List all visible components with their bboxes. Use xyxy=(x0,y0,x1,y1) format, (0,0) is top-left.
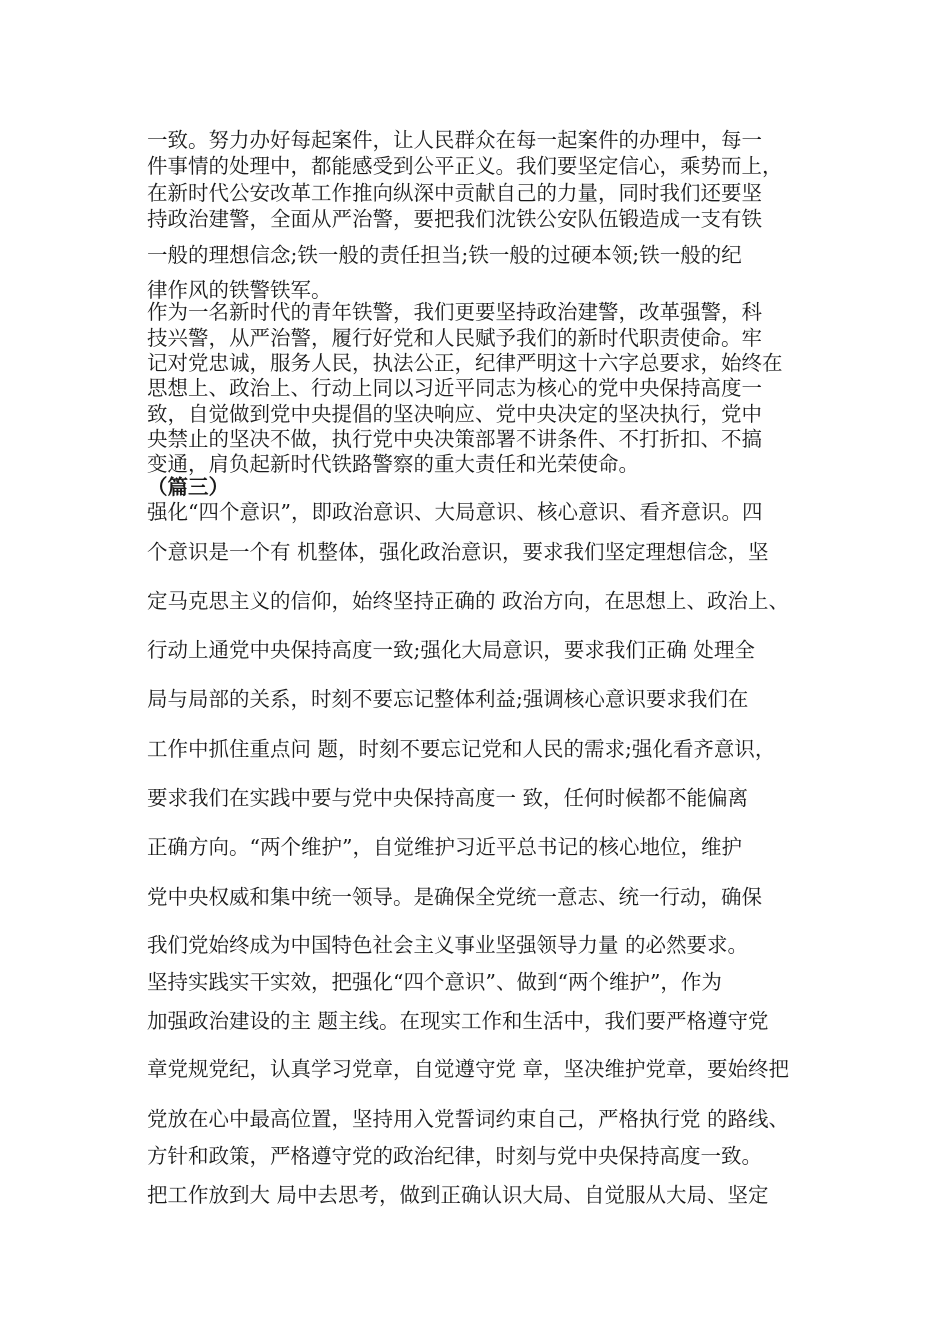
text-line: 要求我们在实践中要与党中央保持高度一 致，任何时候都不能偏离 xyxy=(147,786,749,810)
text-line: 律作风的铁警铁军。 xyxy=(147,278,332,302)
text-line: 把工作放到大 局中去思考，做到正确认识大局、自觉服从大局、坚定 xyxy=(147,1183,769,1207)
text-line: 个意识是一个有 机整体，强化政治意识，要求我们坚定理想信念，坚 xyxy=(147,540,769,564)
text-line: 定马克思主义的信仰，始终坚持正确的 政治方向，在思想上、政治上、 xyxy=(147,589,790,613)
text-line: 党放在心中最高位置，坚持用入党誓词约束自己，严格执行党 的路线、 xyxy=(147,1107,790,1131)
text-line: 在新时代公安改革工作推向纵深中贡献自己的力量，同时我们还要坚 xyxy=(147,181,762,205)
text-line: 致，自觉做到党中央提倡的坚决响应、党中央决定的坚决执行，党中 xyxy=(147,402,762,426)
text-line: 持政治建警，全面从严治警，要把我们沈铁公安队伍锻造成一支有铁 xyxy=(147,207,762,231)
text-line: 一致。努力办好每起案件，让人民群众在每一起案件的办理中，每一 xyxy=(147,128,762,152)
text-line: 作为一名新时代的青年铁警，我们更要坚持政治建警，改革强警，科 xyxy=(147,300,762,324)
text-line: 件事情的处理中，都能感受到公平正义。我们要坚定信心，乘势而上， xyxy=(147,154,783,178)
text-line: 党中央权威和集中统一领导。是确保全党统一意志、统一行动，确保 xyxy=(147,885,762,909)
text-line: 思想上、政治上、行动上同以习近平同志为核心的党中央保持高度一 xyxy=(147,376,762,400)
text-line: 技兴警，从严治警，履行好党和人民赋予我们的新时代职责使命。牢 xyxy=(147,326,762,350)
text-line: 央禁止的坚决不做，执行党中央决策部署不讲条件、不打折扣、不搞 xyxy=(147,427,762,451)
section-heading: （篇三） xyxy=(147,475,229,499)
text-line: 行动上通党中央保持高度一致;强化大局意识，要求我们正确 处理全 xyxy=(147,638,755,662)
text-line: 一般的理想信念;铁一般的责任担当;铁一般的过硬本领;铁一般的纪 xyxy=(147,243,742,267)
text-line: 我们党始终成为中国特色社会主义事业坚强领导力量 的必然要求。 xyxy=(147,933,749,957)
text-line: 局与局部的关系，时刻不要忘记整体利益;强调核心意识要求我们在 xyxy=(147,687,749,711)
text-line: 方针和政策，严格遵守党的政治纪律，时刻与党中央保持高度一致。 xyxy=(147,1144,762,1168)
text-line: 记对党忠诚，服务人民，执法公正，纪律严明这十六字总要求，始终在 xyxy=(147,351,783,375)
text-line: 工作中抓住重点问 题，时刻不要忘记党和人民的需求;强化看齐意识， xyxy=(147,737,776,761)
text-line: 章党规党纪，认真学习党章，自觉遵守党 章，坚决维护党章，要始终把 xyxy=(147,1057,790,1081)
text-line: 正确方向。“两个维护”，自觉维护习近平总书记的核心地位，维护 xyxy=(147,835,742,859)
text-line: 加强政治建设的主 题主线。在现实工作和生活中，我们要严格遵守党 xyxy=(147,1009,769,1033)
text-line: 坚持实践实干实效，把强化“四个意识”、做到“两个维护”，作为 xyxy=(147,970,722,994)
text-line: 强化“四个意识”，即政治意识、大局意识、核心意识、看齐意识。四 xyxy=(147,500,763,524)
text-line: 变通，肩负起新时代铁路警察的重大责任和光荣使命。 xyxy=(147,452,639,476)
